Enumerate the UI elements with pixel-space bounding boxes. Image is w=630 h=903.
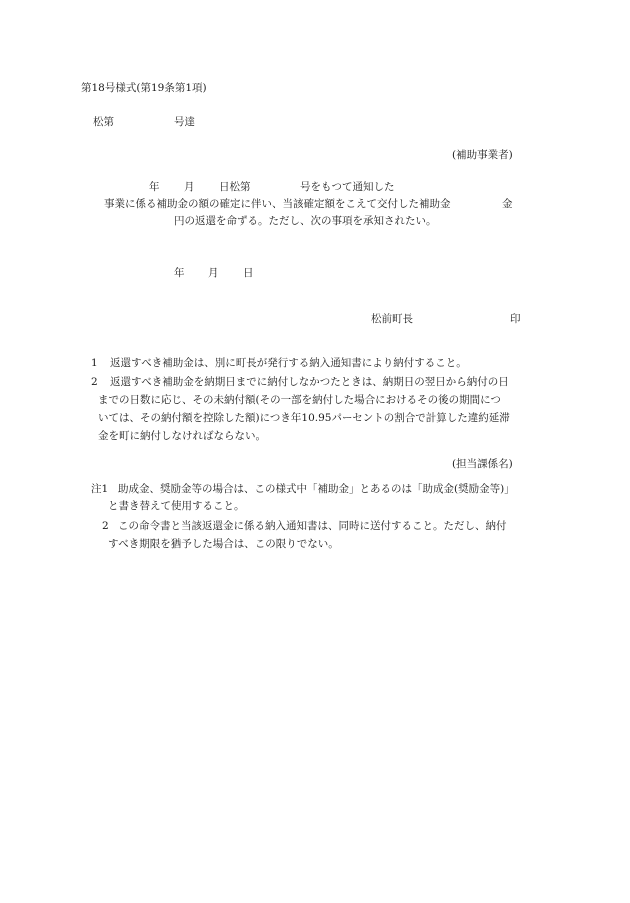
date-year: 年 [174,267,185,279]
item-1-number: 1 [91,357,98,369]
note-1-label: 注1 [91,483,109,495]
note-1-line1: 助成金、奨励金等の場合は、この様式中「補助金」とあるのは「助成金(奨励金等)」 [118,483,515,495]
item-2-line3: いては、その納付額を控除した額)につき年10.95パーセントの割合で計算した違約延滞 [98,412,510,424]
item-1-text: 返還すべき補助金は、別に町長が発行する納入通知書により納付すること。 [110,357,467,369]
item-2-line2: までの日数に応じ、その未納付額(その一部を納付した場合におけるその後の期間につ [98,394,501,406]
notice-month: 月 [184,181,195,193]
note-2-line2: すべき期限を猶予した場合は、この限りでない。 [108,538,339,550]
notice-day-ref: 日松第 [219,181,251,193]
note-2-line1: この命令書と当該返還金に係る納入通知書は、同時に送付すること。ただし、納付 [118,520,507,532]
doc-number-prefix: 松第 [93,116,114,128]
form-title: 第18号様式(第19条第1項) [81,82,207,94]
issuer-title: 松前町長 [371,313,413,325]
doc-number-suffix: 号達 [174,116,195,128]
notice-line3: 円の返還を命ずる。ただし、次の事項を承知されたい。 [174,215,437,227]
item-2-number: 2 [91,376,98,388]
note-2-label: 2 [102,520,109,532]
issuer-seal: 印 [510,313,521,325]
notice-year: 年 [149,181,160,193]
recipient-label: (補助事業者) [452,149,513,161]
date-month: 月 [208,267,219,279]
date-day: 日 [243,267,254,279]
item-2-line1: 返還すべき補助金を納期日までに納付しなかつたときは、納期日の翌日から納付の日 [110,376,509,388]
notice-amount-label: 金 [502,198,513,210]
department-label: (担当課係名) [452,458,513,470]
item-2-line4: 金を町に納付しなければならない。 [98,430,266,442]
notice-line2: 事業に係る補助金の額の確定に伴い、当該確定額をこえて交付した補助金 [104,198,451,210]
notice-line1-tail: 号をもつて通知した [300,181,395,193]
note-1-line2: と書き替えて使用すること。 [108,500,245,512]
